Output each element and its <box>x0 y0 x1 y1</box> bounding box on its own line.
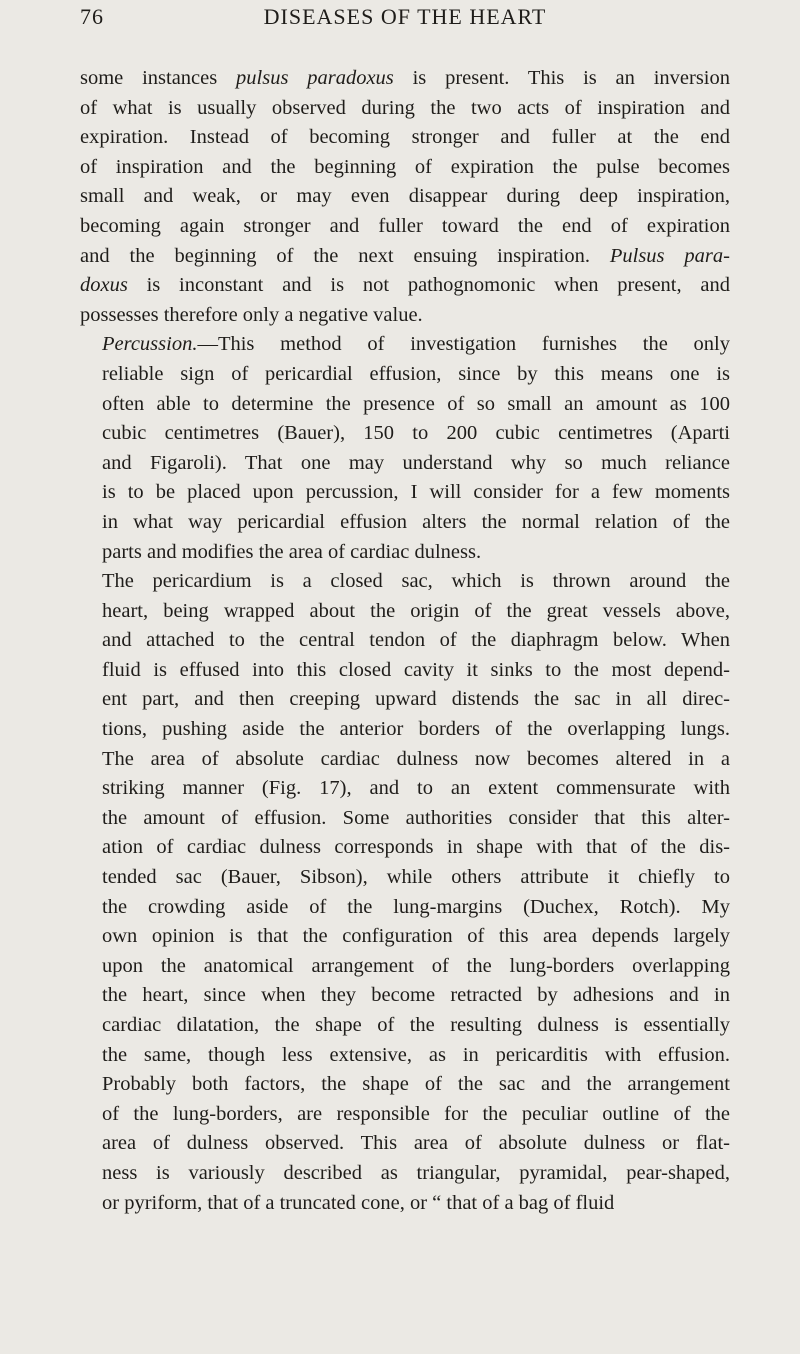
text-line <box>80 360 730 390</box>
text-line <box>80 242 730 272</box>
text-segment: and Figaroli). That one may understand why so much reliance <box>102 451 730 474</box>
text-segment: is present. This is an inversion <box>393 67 730 89</box>
text-line <box>80 804 730 834</box>
text-line <box>80 597 730 627</box>
text-line <box>80 94 730 124</box>
text-segment: parts and modifies the area of cardiac dulness. <box>102 540 482 563</box>
text-segment: The area of absolute cardiac dulness now becomes altered in a <box>102 747 730 770</box>
text-line <box>80 567 730 597</box>
text-line <box>80 1189 730 1219</box>
text-segment: is to be placed upon percussion, I will consider for a few moments <box>102 481 730 504</box>
text-segment: the amount of effusion. Some authorities consider that this alter- <box>102 806 730 829</box>
text-segment: tions, pushing aside the anterior borders of the overlapping lungs. <box>102 718 730 741</box>
text-line <box>80 715 730 745</box>
text-line <box>80 538 730 568</box>
text-segment: or pyriform, that of a truncated cone, or “ that of a bag of fluid <box>102 1191 615 1214</box>
text-line <box>80 301 730 331</box>
text-segment: area of dulness observed. This area of absolute dulness or flat- <box>102 1132 730 1155</box>
text-line <box>80 685 730 715</box>
paragraph <box>80 64 730 330</box>
text-segment: some instances <box>80 67 237 89</box>
text-line <box>80 1011 730 1041</box>
text-segment: of inspiration and the beginning of expiration the pulse becomes <box>80 155 730 178</box>
italic-text: Percussion. <box>102 333 198 356</box>
text-segment: own opinion is that the configuration of this area depends largely <box>102 925 730 948</box>
text-line <box>80 330 730 360</box>
text-line <box>80 922 730 952</box>
text-segment: expiration. Instead of becoming stronger and fuller at the end <box>80 126 730 149</box>
running-head: DISEASES OF THE HEART <box>263 4 547 29</box>
text-segment: ness is variously described as triangular, pyramidal, pear-shaped, <box>102 1161 730 1184</box>
text-segment: small and weak, or may even disappear during deep inspiration, <box>80 185 730 208</box>
paragraph <box>80 330 730 567</box>
text-segment: possesses therefore only a negative value. <box>80 303 423 326</box>
italic-text: Pulsus para- <box>609 244 730 267</box>
italic-text: pulsus paradoxus <box>236 67 394 89</box>
text-segment: fluid is effused into this closed cavity it sinks to the most depend- <box>102 658 730 681</box>
text-line <box>80 478 730 508</box>
text-line <box>80 656 730 686</box>
text-line <box>80 508 730 538</box>
page-number: 76 <box>80 4 104 29</box>
body-text <box>80 64 730 1218</box>
text-segment: the heart, since when they become retracted by adhesions and in <box>102 984 730 1007</box>
text-segment: upon the anatomical arrangement of the lung-borders overlapping <box>102 954 730 977</box>
page-header <box>80 4 730 38</box>
text-segment: the same, though less extensive, as in pericarditis with effusion. <box>102 1043 730 1066</box>
text-segment: the crowding aside of the lung-margins (Duchex, Rotch). My <box>102 895 730 918</box>
text-segment: tended sac (Bauer, Sibson), while others attribute it chiefly to <box>102 866 730 889</box>
text-segment: reliable sign of pericardial effusion, since by this means one is <box>102 362 730 385</box>
text-line <box>80 626 730 656</box>
text-line <box>80 271 730 301</box>
text-line <box>80 863 730 893</box>
text-line <box>80 833 730 863</box>
text-segment: cardiac dilatation, the shape of the resulting dulness is essentially <box>102 1014 730 1036</box>
text-segment: Probably both factors, the shape of the sac and the arrangement <box>102 1073 730 1096</box>
text-segment: ation of cardiac dulness corresponds in shape with that of the dis- <box>102 836 730 859</box>
paragraph <box>80 567 730 1218</box>
text-line <box>80 123 730 153</box>
text-segment: —This method of investigation furnishes the only <box>197 333 730 356</box>
text-line <box>80 745 730 775</box>
text-line <box>80 182 730 212</box>
text-segment: heart, being wrapped about the origin of the great vessels above, <box>102 599 730 622</box>
text-line <box>80 212 730 242</box>
text-line <box>80 153 730 183</box>
text-line <box>80 1070 730 1100</box>
text-line <box>80 1041 730 1071</box>
text-segment: and the beginning of the next ensuing inspiration. <box>80 244 610 267</box>
text-line <box>80 1100 730 1130</box>
text-segment: of what is usually observed during the two acts of inspiration and <box>80 96 730 119</box>
text-line <box>80 774 730 804</box>
text-segment: in what way pericardial effusion alters the normal relation of the <box>102 510 730 533</box>
text-segment: becoming again stronger and fuller toward the end of expiration <box>80 214 730 237</box>
text-segment: cubic centimetres (Bauer), 150 to 200 cubic centimetres (Aparti <box>102 422 730 445</box>
text-segment: is inconstant and is not pathognomonic when present, and <box>127 274 730 297</box>
text-line <box>80 64 730 94</box>
text-segment: The pericardium is a closed sac, which is thrown around the <box>102 570 730 593</box>
text-segment: striking manner (Fig. 17), and to an extent commensurate with <box>102 777 730 800</box>
text-line <box>80 419 730 449</box>
text-line <box>80 952 730 982</box>
text-segment: and attached to the central tendon of the diaphragm below. When <box>102 629 730 652</box>
text-line <box>80 893 730 923</box>
text-line <box>80 449 730 479</box>
italic-text: doxus <box>80 274 128 297</box>
text-line <box>80 1129 730 1159</box>
text-segment: often able to determine the presence of so small an amount as 100 <box>102 392 730 415</box>
text-line <box>80 1159 730 1189</box>
text-line <box>80 390 730 420</box>
text-segment: of the lung-borders, are responsible for the peculiar outline of the <box>102 1102 730 1125</box>
text-line <box>80 981 730 1011</box>
text-segment: ent part, and then creeping upward distends the sac in all direc- <box>102 688 730 711</box>
